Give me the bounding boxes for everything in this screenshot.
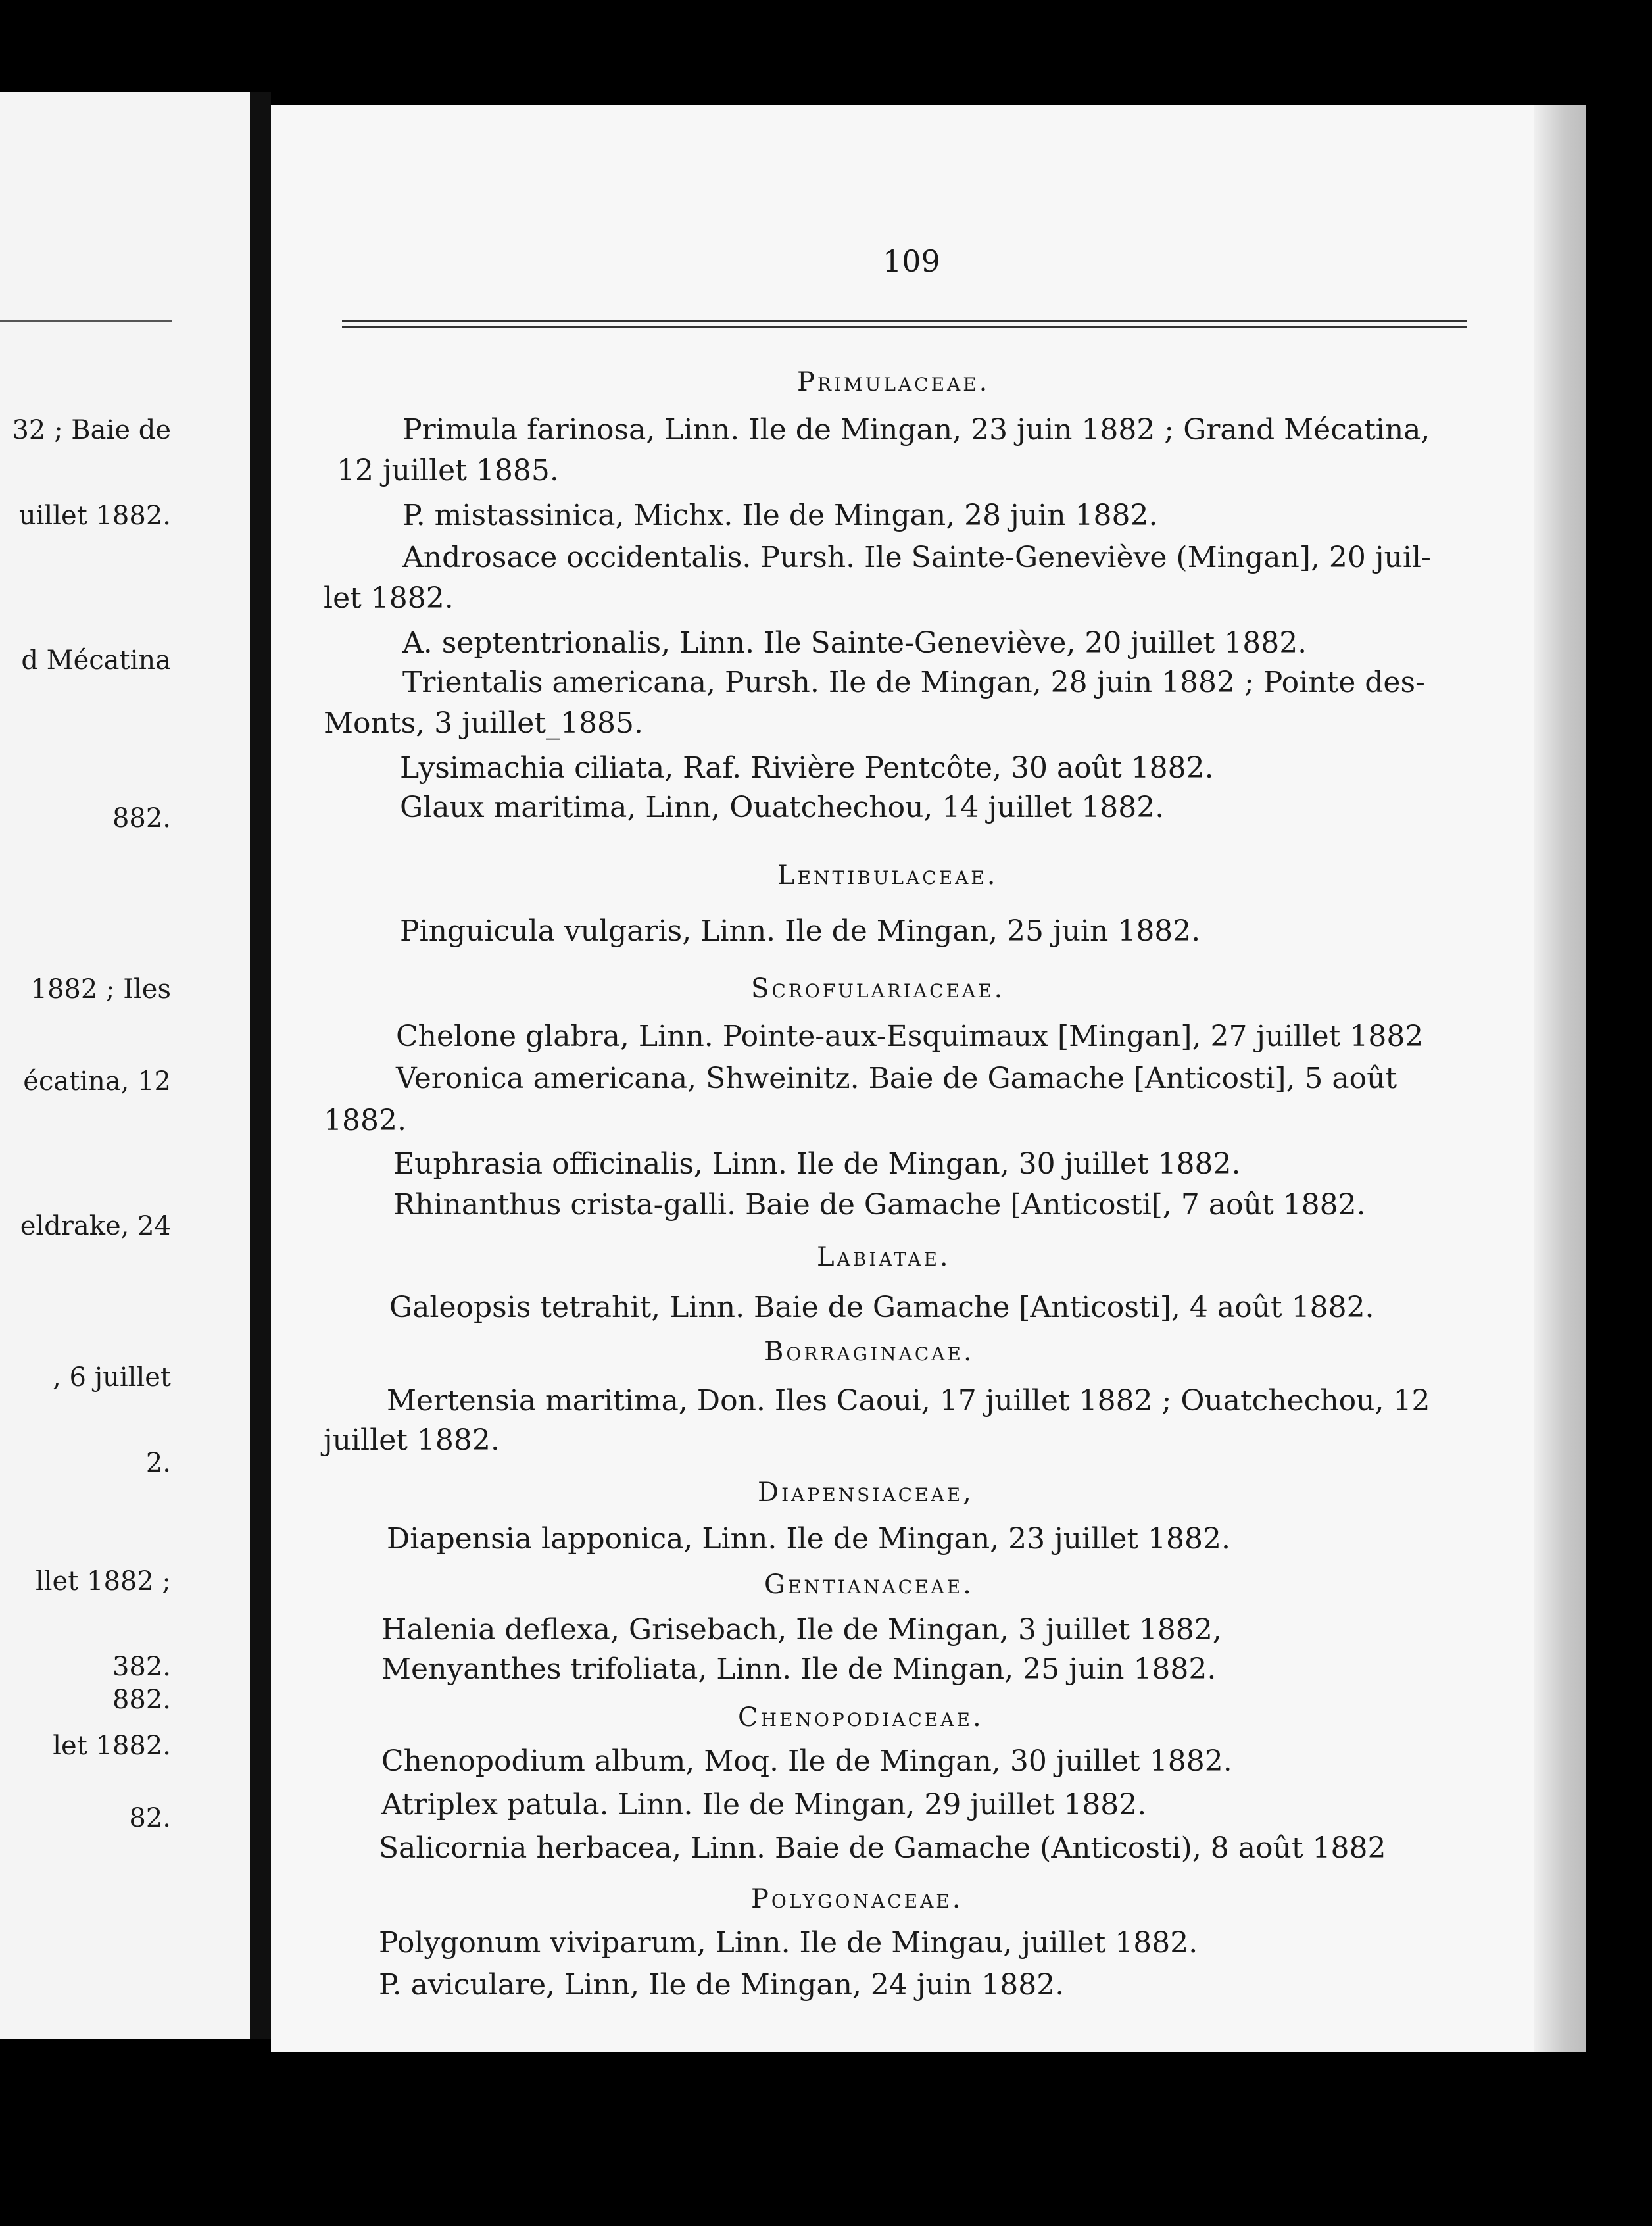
family-heading: Polygonaceae. (751, 1884, 963, 1914)
left-text-line: 882. (112, 803, 171, 833)
book-gutter (250, 92, 271, 2039)
species-entry: A. septentrionalis, Linn. Ile Sainte-Geneviève, 20 juillet 1882. (402, 626, 1307, 660)
species-entry: Euphrasia officinalis, Linn. Ile de Mingan, 30 juillet 1882. (393, 1147, 1241, 1181)
left-text-line: d Mécatina (21, 645, 171, 676)
species-entry-continuation: let 1882. (324, 581, 454, 615)
left-page (0, 92, 250, 2039)
family-heading: Diapensiaceae, (758, 1477, 974, 1508)
species-entry-continuation: 1882. (324, 1104, 406, 1137)
species-entry: Polygonum viviparum, Linn. Ile de Mingau, juillet 1882. (379, 1926, 1198, 1960)
left-text-line: eldrake, 24 (20, 1211, 171, 1241)
family-heading: Labiatae. (817, 1242, 951, 1272)
left-header-rule (0, 320, 172, 322)
family-heading: Gentianaceae. (764, 1570, 974, 1600)
species-entry-continuation: 12 juillet 1885. (337, 454, 559, 487)
family-heading: Primulaceae. (797, 367, 990, 397)
left-text-line: 32 ; Baie de (12, 415, 171, 445)
species-entry: Primula farinosa, Linn. Ile de Mingan, 23 juin 1882 ; Grand Mécatina, (402, 413, 1430, 447)
family-heading: Chenopodiaceae. (738, 1702, 984, 1733)
header-rule (342, 320, 1467, 328)
species-entry: Lysimachia ciliata, Raf. Rivière Pentcôte, 30 août 1882. (400, 751, 1214, 785)
species-entry: Mertensia maritima, Don. Iles Caoui, 17 juillet 1882 ; Ouatchechou, 12 (387, 1384, 1430, 1418)
species-entry: Chelone glabra, Linn. Pointe-aux-Esquimaux [Mingan], 27 juillet 1882 (396, 1020, 1424, 1053)
species-entry: Chenopodium album, Moq. Ile de Mingan, 30 juillet 1882. (381, 1744, 1232, 1778)
species-entry: P. aviculare, Linn, Ile de Mingan, 24 juin 1882. (379, 1968, 1065, 2002)
page-number: 109 (883, 243, 940, 279)
left-text-line: let 1882. (53, 1731, 171, 1761)
right-page (271, 105, 1586, 2052)
species-entry: Diapensia lapponica, Linn. Ile de Mingan, 23 juillet 1882. (387, 1522, 1231, 1556)
species-entry-continuation: Monts, 3 juillet_1885. (324, 706, 643, 740)
species-entry: Halenia deflexa, Grisebach, Ile de Mingan, 3 juillet 1882, (381, 1613, 1222, 1646)
left-text-line: 382. (112, 1652, 171, 1682)
left-text-line: 1882 ; Iles (30, 974, 171, 1004)
species-entry: Veronica americana, Shweinitz. Baie de Gamache [Anticosti], 5 août (396, 1062, 1397, 1095)
left-text-line: écatina, 12 (23, 1066, 171, 1097)
species-entry: Menyanthes trifoliata, Linn. Ile de Mingan, 25 juin 1882. (381, 1652, 1217, 1686)
left-text-line: uillet 1882. (18, 501, 171, 531)
left-text-line: , 6 juillet (53, 1362, 171, 1393)
species-entry: Galeopsis tetrahit, Linn. Baie de Gamache [Anticosti], 4 août 1882. (389, 1291, 1374, 1324)
species-entry: Atriplex patula. Linn. Ile de Mingan, 29 juillet 1882. (381, 1788, 1147, 1821)
species-entry: P. mistassinica, Michx. Ile de Mingan, 28 juin 1882. (402, 499, 1158, 532)
species-entry: Trientalis americana, Pursh. Ile de Mingan, 28 juin 1882 ; Pointe des- (402, 666, 1425, 699)
species-entry: Glaux maritima, Linn, Ouatchechou, 14 juillet 1882. (400, 791, 1165, 824)
page-edge (1534, 105, 1586, 2052)
species-entry: Androsace occidentalis. Pursh. Ile Sainte-Geneviève (Mingan], 20 juil- (402, 541, 1431, 574)
left-text-line: 82. (129, 1803, 171, 1833)
species-entry: Salicornia herbacea, Linn. Baie de Gamache (Anticosti), 8 août 1882 (379, 1831, 1386, 1865)
family-heading: Borraginacae. (764, 1337, 975, 1367)
species-entry-continuation: juillet 1882. (324, 1423, 500, 1457)
left-text-line: 2. (145, 1448, 171, 1478)
species-entry: Rhinanthus crista-galli. Baie de Gamache [Anticosti[, 7 août 1882. (393, 1188, 1366, 1222)
species-entry: Pinguicula vulgaris, Linn. Ile de Mingan, 25 juin 1882. (400, 914, 1201, 948)
left-text-line: llet 1882 ; (35, 1566, 171, 1596)
family-heading: Lentibulaceae. (777, 860, 998, 891)
left-text-line: 882. (112, 1685, 171, 1715)
family-heading: Scrofulariaceae. (751, 974, 1006, 1004)
